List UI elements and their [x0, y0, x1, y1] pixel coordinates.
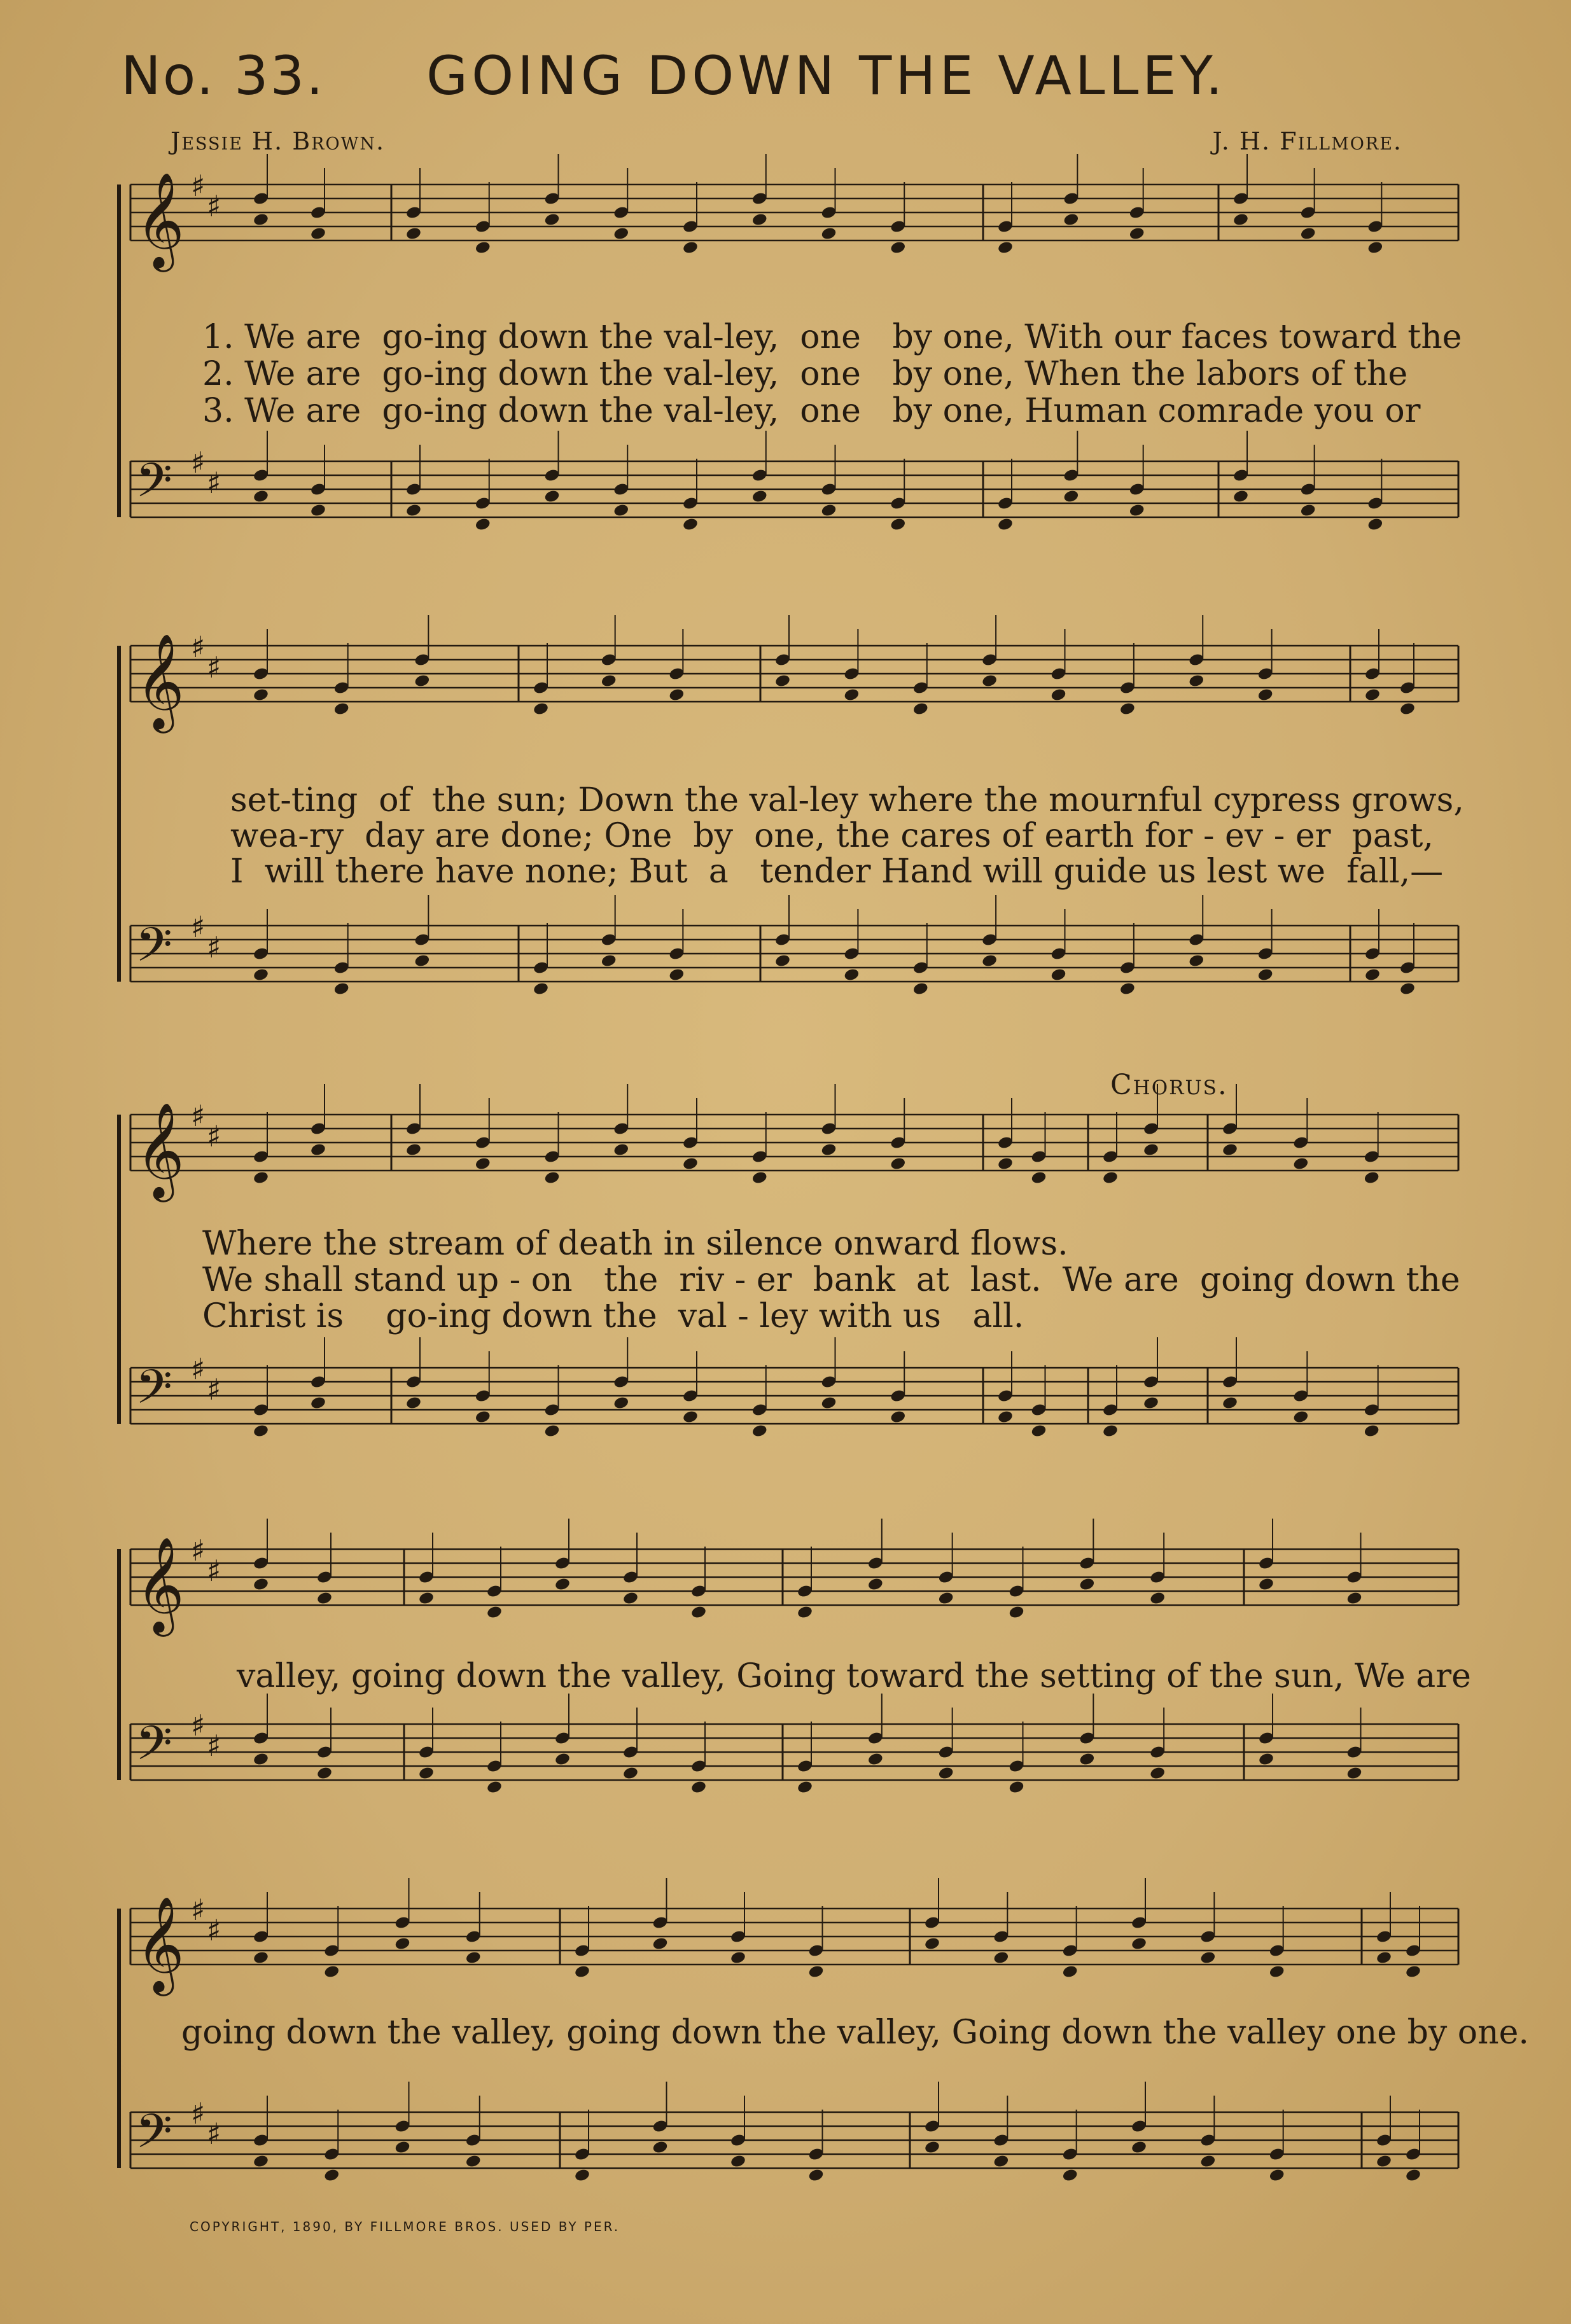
svg-text:♯: ♯ [207, 1554, 221, 1588]
svg-text:♯: ♯ [207, 466, 221, 500]
staff-layer [119, 154, 1458, 2182]
copyright-notice: COPYRIGHT, 1890, BY FILLMORE BROS. USED BY PER. [190, 2219, 620, 2234]
system-4-lyrics: valley, going down the valley, Going toward the setting of the sun, We are [237, 1657, 1471, 1695]
svg-text:𝄢: 𝄢 [136, 1716, 172, 1783]
svg-text:𝄢: 𝄢 [136, 1360, 172, 1426]
svg-text:♯: ♯ [207, 1372, 221, 1407]
svg-text:𝄞: 𝄞 [136, 1895, 185, 1992]
svg-text:♯: ♯ [207, 930, 221, 964]
svg-text:𝄞: 𝄞 [136, 1536, 185, 1632]
svg-text:♯: ♯ [191, 1893, 206, 1927]
svg-text:♯: ♯ [191, 630, 206, 664]
system-2-verse-2: wea-ry day are done; One by one, the cares of earth for - ev - er past, [230, 817, 1434, 855]
svg-text:𝄞: 𝄞 [136, 171, 185, 268]
svg-text:♯: ♯ [191, 1533, 206, 1568]
lyricist-credit: Jessie H. Brown. [171, 127, 386, 155]
system-3-verse-2: We shall stand up - on the riv - er bank at last. We are going down the [202, 1261, 1460, 1299]
svg-text:♯: ♯ [191, 1099, 206, 1133]
svg-text:♯: ♯ [207, 2117, 221, 2151]
composer-credit: J. H. Fillmore. [1212, 127, 1402, 155]
chorus-label: Chorus. [1110, 1069, 1228, 1101]
system-1-verse-2: 2. We are go-ing down the val-ley, one by one, When the labors of the [202, 355, 1408, 393]
svg-text:𝄢: 𝄢 [136, 917, 172, 984]
svg-text:♯: ♯ [191, 2096, 206, 2131]
svg-text:♯: ♯ [207, 1913, 221, 1947]
svg-text:♯: ♯ [207, 650, 221, 685]
svg-text:♯: ♯ [191, 169, 206, 203]
svg-text:𝄢: 𝄢 [136, 453, 172, 520]
system-1-verse-1: 1. We are go-ing down the val-ley, one by one, With our faces toward the [202, 318, 1462, 356]
svg-text:𝄞: 𝄞 [136, 632, 185, 729]
svg-text:♯: ♯ [207, 1729, 221, 1763]
system-5-lyrics: going down the valley, going down the valley, Going down the valley one by one. [181, 2014, 1529, 2052]
hymn-title: GOING DOWN THE VALLEY. [426, 45, 1227, 107]
hymn-number: No. 33. [121, 45, 325, 107]
system-1-verse-3: 3. We are go-ing down the val-ley, one by one, Human comrade you or [202, 392, 1421, 430]
svg-text:♯: ♯ [191, 445, 206, 480]
system-2-verse-3: I will there have none; But a tender Hand will guide us lest we fall,— [230, 852, 1444, 891]
svg-text:♯: ♯ [207, 1119, 221, 1153]
system-3-verse-3: Christ is go-ing down the val - ley with us all. [202, 1297, 1024, 1335]
svg-text:♯: ♯ [207, 189, 221, 223]
system-3-verse-1: Where the stream of death in silence onward flows. [202, 1225, 1068, 1263]
svg-text:♯: ♯ [191, 1708, 206, 1743]
svg-text:♯: ♯ [191, 1352, 206, 1386]
svg-text:𝄢: 𝄢 [136, 2104, 172, 2171]
system-2-verse-1: set-ting of the sun; Down the val-ley where the mournful cypress grows, [230, 781, 1464, 819]
svg-text:♯: ♯ [191, 910, 206, 944]
svg-text:𝄞: 𝄞 [136, 1101, 185, 1198]
